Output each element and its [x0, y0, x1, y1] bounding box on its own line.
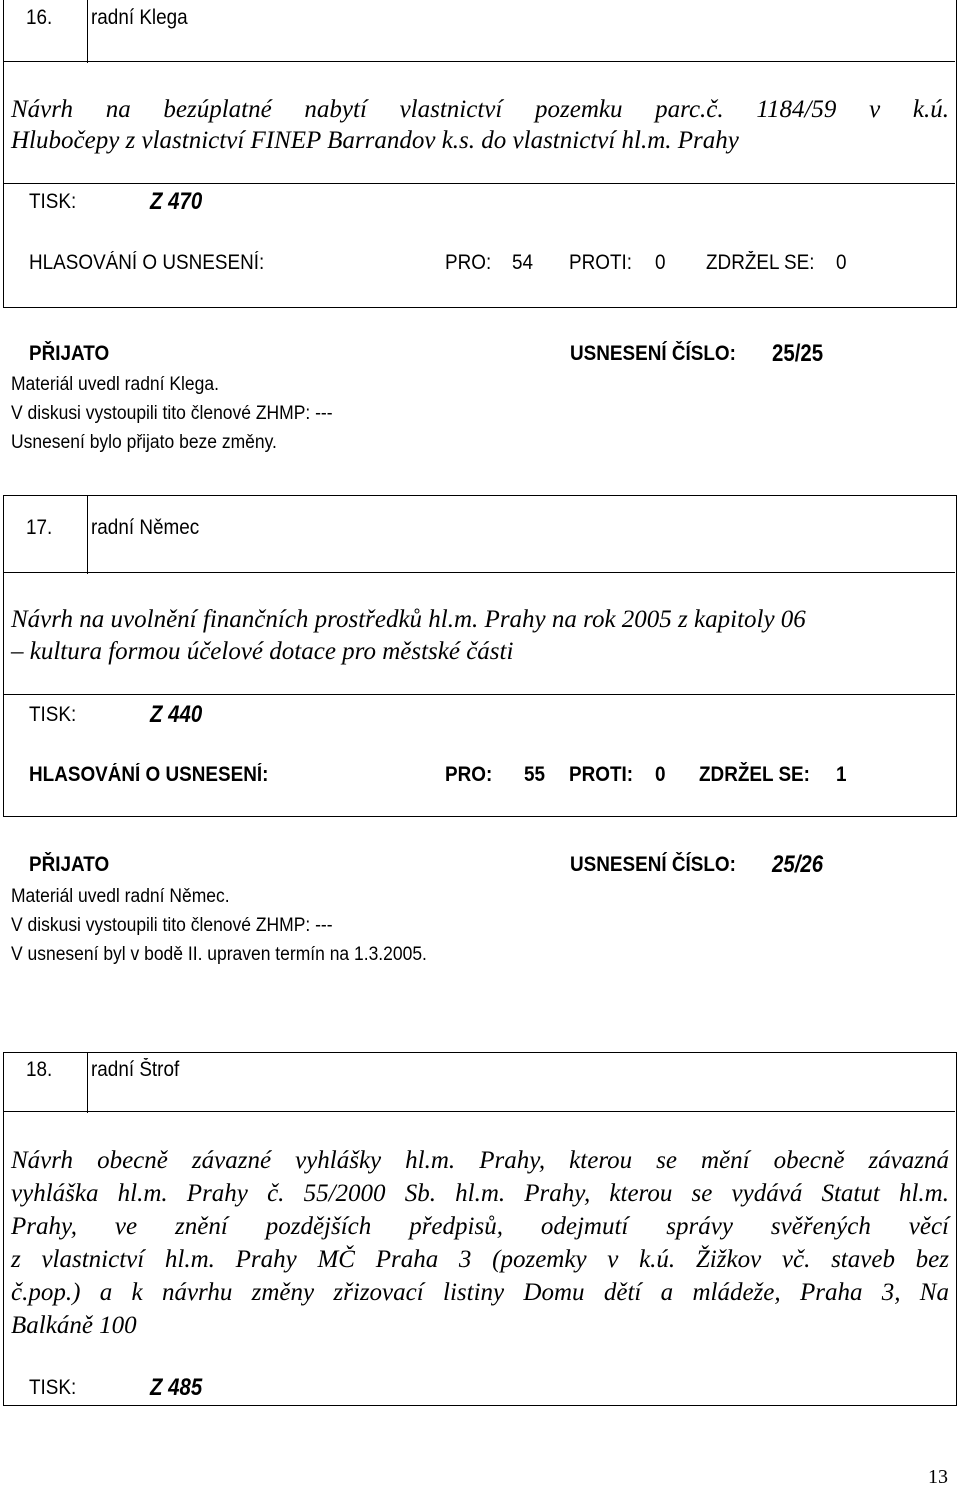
item-number: 18. — [26, 1058, 53, 1081]
item-title-line: Návrh obecně závazné vyhlášky hl.m. Prahy, kterou se mění obecně závazná — [11, 1147, 949, 1174]
item-title-line: Hlubočepy z vlastnictví FINEP Barrandov k.s. do vlastnictví hl.m. Prahy — [11, 127, 739, 154]
resolution-label: USNESENÍ ČÍSLO: — [570, 342, 736, 365]
header-underline — [4, 1111, 955, 1112]
resolution-label: USNESENÍ ČÍSLO: — [570, 853, 736, 876]
zdrzel-label: ZDRŽEL SE: — [699, 763, 810, 786]
councillor-name: radní Štrof — [91, 1058, 180, 1081]
item-number: 17. — [26, 516, 53, 539]
item-number: 16. — [26, 6, 53, 29]
item-title-line: vyhláška hl.m. Prahy č. 55/2000 Sb. hl.m. Prahy, kterou se vydává Statut hl.m. — [11, 1180, 949, 1207]
note-line: V diskusi vystoupili tito členové ZHMP: --- — [11, 403, 333, 424]
item-title-line: Balkáně 100 — [11, 1312, 137, 1339]
proti-value: 0 — [655, 251, 666, 274]
proti-label: PROTI: — [569, 251, 633, 274]
zdrzel-label: ZDRŽEL SE: — [706, 251, 815, 274]
tisk-label: TISK: — [29, 190, 77, 213]
page-number: 13 — [928, 1466, 948, 1488]
vote-divider — [4, 183, 955, 184]
note-line: V diskusi vystoupili tito členové ZHMP: --- — [11, 915, 333, 936]
note-line: Materiál uvedl radní Němec. — [11, 886, 230, 907]
vote-label: HLASOVÁNÍ O USNESENÍ: — [29, 251, 265, 274]
zdrzel-value: 0 — [836, 251, 847, 274]
note-line: Usnesení bylo přijato beze změny. — [11, 432, 277, 453]
header-underline — [4, 61, 955, 62]
tisk-value: Z 485 — [150, 1374, 203, 1401]
item-title-line: – kultura formou účelové dotace pro městské části — [11, 638, 514, 665]
vote-label: HLASOVÁNÍ O USNESENÍ: — [29, 763, 269, 786]
tisk-value: Z 470 — [150, 188, 203, 215]
result-status: PŘIJATO — [29, 342, 110, 365]
pro-value: 54 — [512, 251, 534, 274]
item-title-line: Návrh na bezúplatné nabytí vlastnictví pozemku parc.č. 1184/59 v k.ú. — [11, 96, 949, 123]
item-title-line: Prahy, ve znění pozdějších předpisů, odejmutí správy svěřených věcí — [11, 1213, 949, 1240]
councillor-name: radní Klega — [91, 6, 188, 29]
pro-value: 55 — [524, 763, 546, 786]
tisk-label: TISK: — [29, 703, 77, 726]
resolution-number: 25/26 — [772, 851, 824, 878]
zdrzel-value: 1 — [836, 763, 847, 786]
header-underline — [4, 572, 955, 573]
result-status: PŘIJATO — [29, 853, 110, 876]
item-title-line: č.pop.) a k návrhu změny zřizovací listiny Domu dětí a mládeže, Praha 3, Na — [11, 1279, 949, 1306]
vote-divider — [4, 694, 955, 695]
note-line: V usnesení byl v bodě II. upraven termín na 1.3.2005. — [11, 944, 427, 965]
tisk-label: TISK: — [29, 1376, 77, 1399]
item-title-line: Návrh na uvolnění finančních prostředků hl.m. Prahy na rok 2005 z kapitoly 06 — [11, 606, 806, 633]
item-title-line: z vlastnictví hl.m. Prahy MČ Praha 3 (pozemky v k.ú. Žižkov vč. staveb bez — [11, 1246, 949, 1273]
proti-value: 0 — [655, 763, 666, 786]
councillor-name: radní Němec — [91, 516, 200, 539]
resolution-number: 25/25 — [772, 340, 824, 367]
note-line: Materiál uvedl radní Klega. — [11, 374, 219, 395]
pro-label: PRO: — [445, 763, 493, 786]
tisk-value: Z 440 — [150, 701, 203, 728]
pro-label: PRO: — [445, 251, 492, 274]
proti-label: PROTI: — [569, 763, 634, 786]
